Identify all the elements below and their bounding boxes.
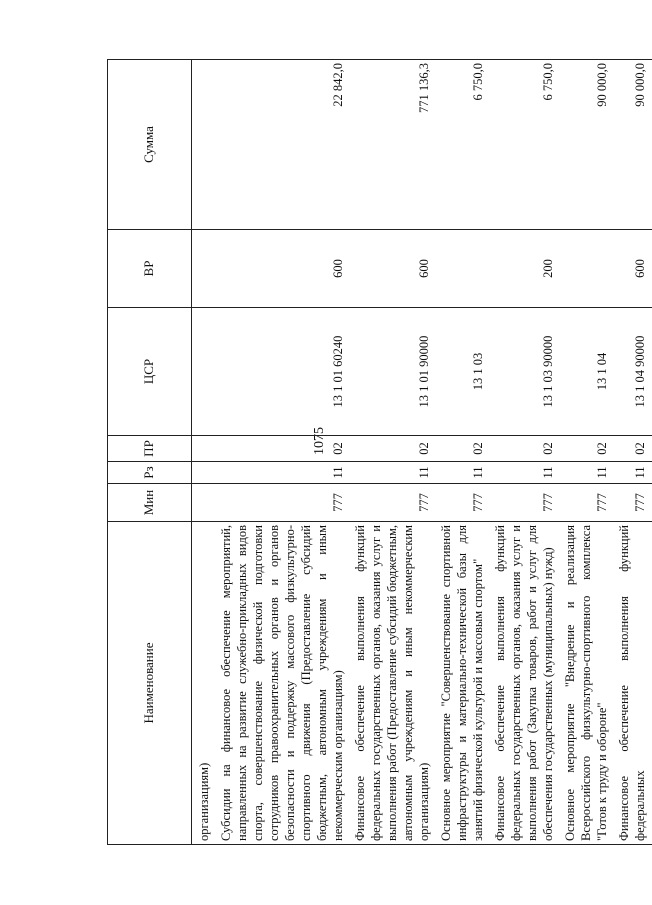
header-name: Наименование	[108, 522, 192, 845]
table-header-row	[108, 60, 192, 845]
row-min: 777	[614, 484, 652, 522]
table-row	[436, 60, 490, 845]
header-sum: Сумма	[108, 60, 192, 230]
row-name: Финансовое обеспечение выполнения функций федеральных	[614, 522, 652, 845]
row-rz: 11	[490, 462, 560, 484]
table-row	[216, 60, 350, 845]
table-row	[192, 60, 217, 845]
row-name: Финансовое обеспечение выполнения функций федеральных государственных органов, оказания услуг и выполнения работ (Закупка товаров, работ и услуг для обеспечения государственных (муниципальных) нужд)	[490, 522, 560, 845]
row-pr: 02	[490, 436, 560, 462]
header-rz: Рз	[108, 462, 192, 484]
row-pr	[192, 436, 217, 462]
row-min: 777	[216, 484, 350, 522]
row-rz: 11	[560, 462, 614, 484]
header-csr: ЦСР	[108, 308, 192, 436]
row-sum: 6 750,0	[490, 60, 560, 230]
row-csr: 13 1 03	[436, 308, 490, 436]
row-vr: 200	[490, 230, 560, 308]
budget-table	[107, 59, 652, 845]
table-row	[350, 60, 436, 845]
row-rz: 11	[350, 462, 436, 484]
row-name: Основное мероприятие "Совершенствование спортивной инфраструктуры и материально-технической базы для занятий физической культурой и массовым спортом"	[436, 522, 490, 845]
row-pr: 02	[614, 436, 652, 462]
row-vr	[436, 230, 490, 308]
header-pr: ПР	[108, 436, 192, 462]
table-row	[560, 60, 614, 845]
row-min: 777	[560, 484, 614, 522]
row-min	[192, 484, 217, 522]
row-name: Финансовое обеспечение выполнения функций федеральных государственных органов, оказания услуг и выполнения работ (Предоставление субсидий бюджетным, автономным учреждениям и иным некоммерческим организациям)	[350, 522, 436, 845]
header-min: Мин	[108, 484, 192, 522]
row-name: Основное мероприятие "Внедрение и реализация Всероссийского физкультурно-спортивного комплекса "Готов к труду и обороне"	[560, 522, 614, 845]
row-pr: 02	[350, 436, 436, 462]
table-row	[614, 60, 652, 845]
row-pr: 02	[216, 436, 350, 462]
row-vr	[560, 230, 614, 308]
row-sum: 771 136,3	[350, 60, 436, 230]
row-rz: 11	[436, 462, 490, 484]
row-name: Субсидии на финансовое обеспечение мероприятий, направленных на развитие служебно-прикладных видов спорта, совершенствование физической подготовки сотрудников правоохранительных органов и органов безопасности и поддержку массового физкультурно-спортивного движения (Предоставление субсидий бюджетным, автономным учреждениям и иным некоммерческим организациям)	[216, 522, 350, 845]
row-min: 777	[350, 484, 436, 522]
rotated-budget-sheet	[107, 60, 647, 845]
row-min: 777	[490, 484, 560, 522]
row-csr	[192, 308, 217, 436]
row-vr: 600	[216, 230, 350, 308]
row-sum: 90 000,0	[560, 60, 614, 230]
row-sum: 90 000,0	[614, 60, 652, 230]
row-rz: 11	[216, 462, 350, 484]
row-csr: 13 1 01 90000	[350, 308, 436, 436]
row-name: организациям)	[192, 522, 217, 845]
table-row	[490, 60, 560, 845]
row-sum: 22 842,0	[216, 60, 350, 230]
row-rz	[192, 462, 217, 484]
row-csr: 13 1 03 90000	[490, 308, 560, 436]
row-vr: 600	[350, 230, 436, 308]
row-vr: 600	[614, 230, 652, 308]
header-vr: ВР	[108, 230, 192, 308]
row-csr: 13 1 04	[560, 308, 614, 436]
row-vr	[192, 230, 217, 308]
page-number-text: 1075	[312, 427, 327, 455]
row-pr: 02	[560, 436, 614, 462]
row-csr: 13 1 04 90000	[614, 308, 652, 436]
row-rz: 11	[614, 462, 652, 484]
row-sum: 6 750,0	[436, 60, 490, 230]
row-sum	[192, 60, 217, 230]
row-pr: 02	[436, 436, 490, 462]
row-min: 777	[436, 484, 490, 522]
row-csr: 13 1 01 60240	[216, 308, 350, 436]
